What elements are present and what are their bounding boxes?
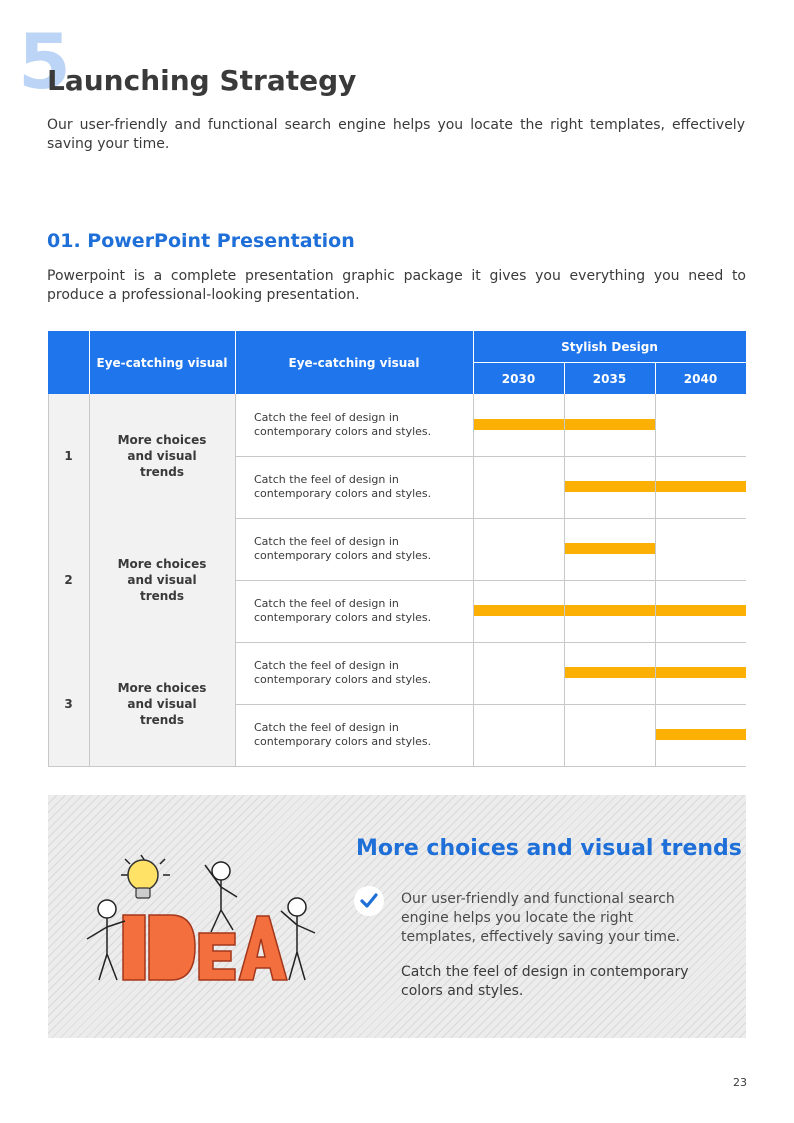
row-number: 1 xyxy=(48,394,89,518)
chapter-number: 5 xyxy=(18,17,71,106)
group-divider xyxy=(48,766,746,767)
header-divider xyxy=(235,331,236,394)
row-number: 2 xyxy=(48,518,89,642)
timeline-bar xyxy=(564,543,655,554)
row-description: Catch the feel of design in contemporary colors and styles. xyxy=(254,721,432,748)
column-divider xyxy=(564,394,565,766)
column-divider xyxy=(89,394,90,766)
column-divider xyxy=(235,394,236,766)
row-description: Catch the feel of design in contemporary colors and styles. xyxy=(254,535,432,562)
timeline-bar xyxy=(655,729,746,740)
idea-letters xyxy=(123,915,287,980)
section-paragraph: Powerpoint is a complete presentation graphic package it gives you everything you need to produce a professional-looking presentation. xyxy=(47,268,746,303)
row-group-label: More choices and visual trends xyxy=(89,394,235,518)
header-stylish-design: Stylish Design xyxy=(473,331,746,362)
header-eye-catching-2: Eye-catching visual xyxy=(235,331,473,394)
header-year-2040: 2040 xyxy=(655,363,746,394)
lightbulb-icon xyxy=(121,855,170,898)
feature-box xyxy=(48,795,746,1038)
header-divider xyxy=(473,362,746,363)
row-group-label: More choices and visual trends xyxy=(89,642,235,766)
row-description: Catch the feel of design in contemporary colors and styles. xyxy=(254,659,432,686)
header-divider xyxy=(564,362,565,394)
feature-paragraph-2: Catch the feel of design in contemporary colors and styles. xyxy=(401,964,689,999)
page-number: 23 xyxy=(733,1076,747,1089)
check-icon xyxy=(359,891,379,911)
row-group-label: More choices and visual trends xyxy=(89,518,235,642)
row-number: 3 xyxy=(48,642,89,766)
column-divider xyxy=(473,394,474,766)
header-year-2030: 2030 xyxy=(473,363,564,394)
feature-title: More choices and visual trends xyxy=(356,836,742,861)
check-badge xyxy=(354,886,384,916)
intro-paragraph: Our user-friendly and functional search engine helps you locate the right templates, effectively saving your time. xyxy=(47,117,745,152)
timeline-table xyxy=(48,331,746,767)
section-heading: 01. PowerPoint Presentation xyxy=(47,230,355,252)
header-divider xyxy=(655,362,656,394)
header-eye-catching-1: Eye-catching visual xyxy=(89,331,235,394)
header-year-2035: 2035 xyxy=(564,363,655,394)
feature-paragraph-1: Our user-friendly and functional search engine helps you locate the right templates, effectively saving your time. xyxy=(401,891,681,945)
timeline-bar xyxy=(473,605,746,616)
column-divider xyxy=(655,394,656,766)
header-divider xyxy=(89,331,90,394)
row-description: Catch the feel of design in contemporary colors and styles. xyxy=(254,411,432,438)
idea-illustration xyxy=(83,845,318,985)
row-description: Catch the feel of design in contemporary colors and styles. xyxy=(254,597,432,624)
page-title: Launching Strategy xyxy=(47,64,357,97)
row-description: Catch the feel of design in contemporary colors and styles. xyxy=(254,473,432,500)
column-divider xyxy=(48,394,49,766)
